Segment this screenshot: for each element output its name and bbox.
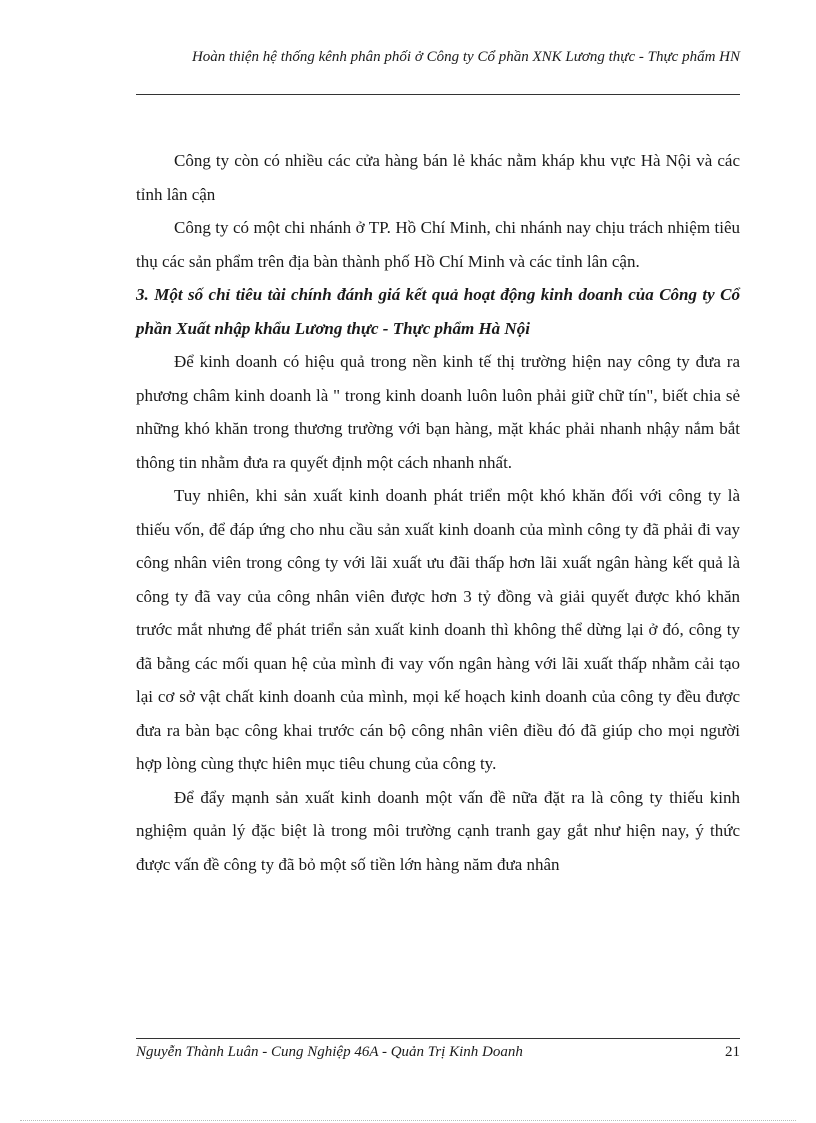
running-header: Hoàn thiện hệ thống kênh phân phối ở Công ty Cổ phần XNK Lương thực - Thực phẩm HN [191,49,740,65]
page-footer [136,1042,740,1062]
footer-divider [136,1038,740,1039]
page-bottom-edge [20,1120,796,1121]
section-heading: 3. Một số chỉ tiêu tài chính đánh giá kết quả hoạt động kinh doanh của Công ty Cổ phần Xuất nhập khẩu Lương thực - Thực phẩm Hà Nội [136,285,740,338]
paragraph-capital-shortage: Tuy nhiên, khi sản xuất kinh doanh phát triển một khó khăn đối với công ty là thiếu vốn, để đáp ứng cho nhu cầu sản xuất kinh doanh của mình công ty đã phải đi vay công nhân viên trong công ty với lãi xuất ưu đãi thấp hơn lãi xuất ngân hàng kết quả là công ty đã vay của công nhân viên được hơn 3 tỷ đồng và giải quyết được khó khăn trước mắt nhưng để phát triển sản xuất kinh doanh thì không thể dừng lại ở đó, công ty đã bằng các mối quan hệ của mình đi vay vốn ngân hàng với lãi xuất thấp nhằm cải tạo lại cơ sở vật chất kinh doanh của mình, mọi kế hoạch kinh doanh của công ty đều được đưa ra bàn bạc công khai trước cán bộ công nhân viên điều đó đã giúp cho mọi người hợp lòng cùng thực hiên mục tiêu chung của công ty. [136,486,740,773]
page-number: 21 [725,1044,740,1060]
paragraph-business-motto: Để kinh doanh có hiệu quả trong nền kinh tế thị trường hiện nay công ty đưa ra phương châm kinh doanh là " trong kinh doanh luôn luôn phải giữ chữ tín", biết chia sẻ những khó khăn trong thương trường với bạn hàng, mặt khác phải nhanh nhậy nắm bắt thông tin nhằm đưa ra quyết định một cách nhanh nhất. [136,352,740,472]
page-body [136,144,740,881]
paragraph-management-experience: Để đẩy mạnh sản xuất kinh doanh một vấn đề nữa đặt ra là công ty thiếu kinh nghiệm quản lý đặc biệt là trong môi trường cạnh tranh gay gắt như hiện nay, ý thức được vấn đề công ty đã bỏ một số tiền lớn hàng năm đưa nhân [136,787,740,874]
header-divider [136,94,740,95]
paragraph-retail-stores: Công ty còn có nhiều các cửa hàng bán lẻ khác nằm kháp khu vực Hà Nội và các tỉnh lân cận [136,151,740,204]
footer-author-line: Nguyễn Thành Luân - Cung Nghiệp 46A - Quản Trị Kinh Doanh [136,1044,523,1060]
paragraph-hcm-branch: Công ty có một chi nhánh ở TP. Hồ Chí Minh, chi nhánh nay chịu trách nhiệm tiêu thụ các sản phẩm trên địa bàn thành phố Hồ Chí Minh và các tỉnh lân cận. [136,218,740,271]
